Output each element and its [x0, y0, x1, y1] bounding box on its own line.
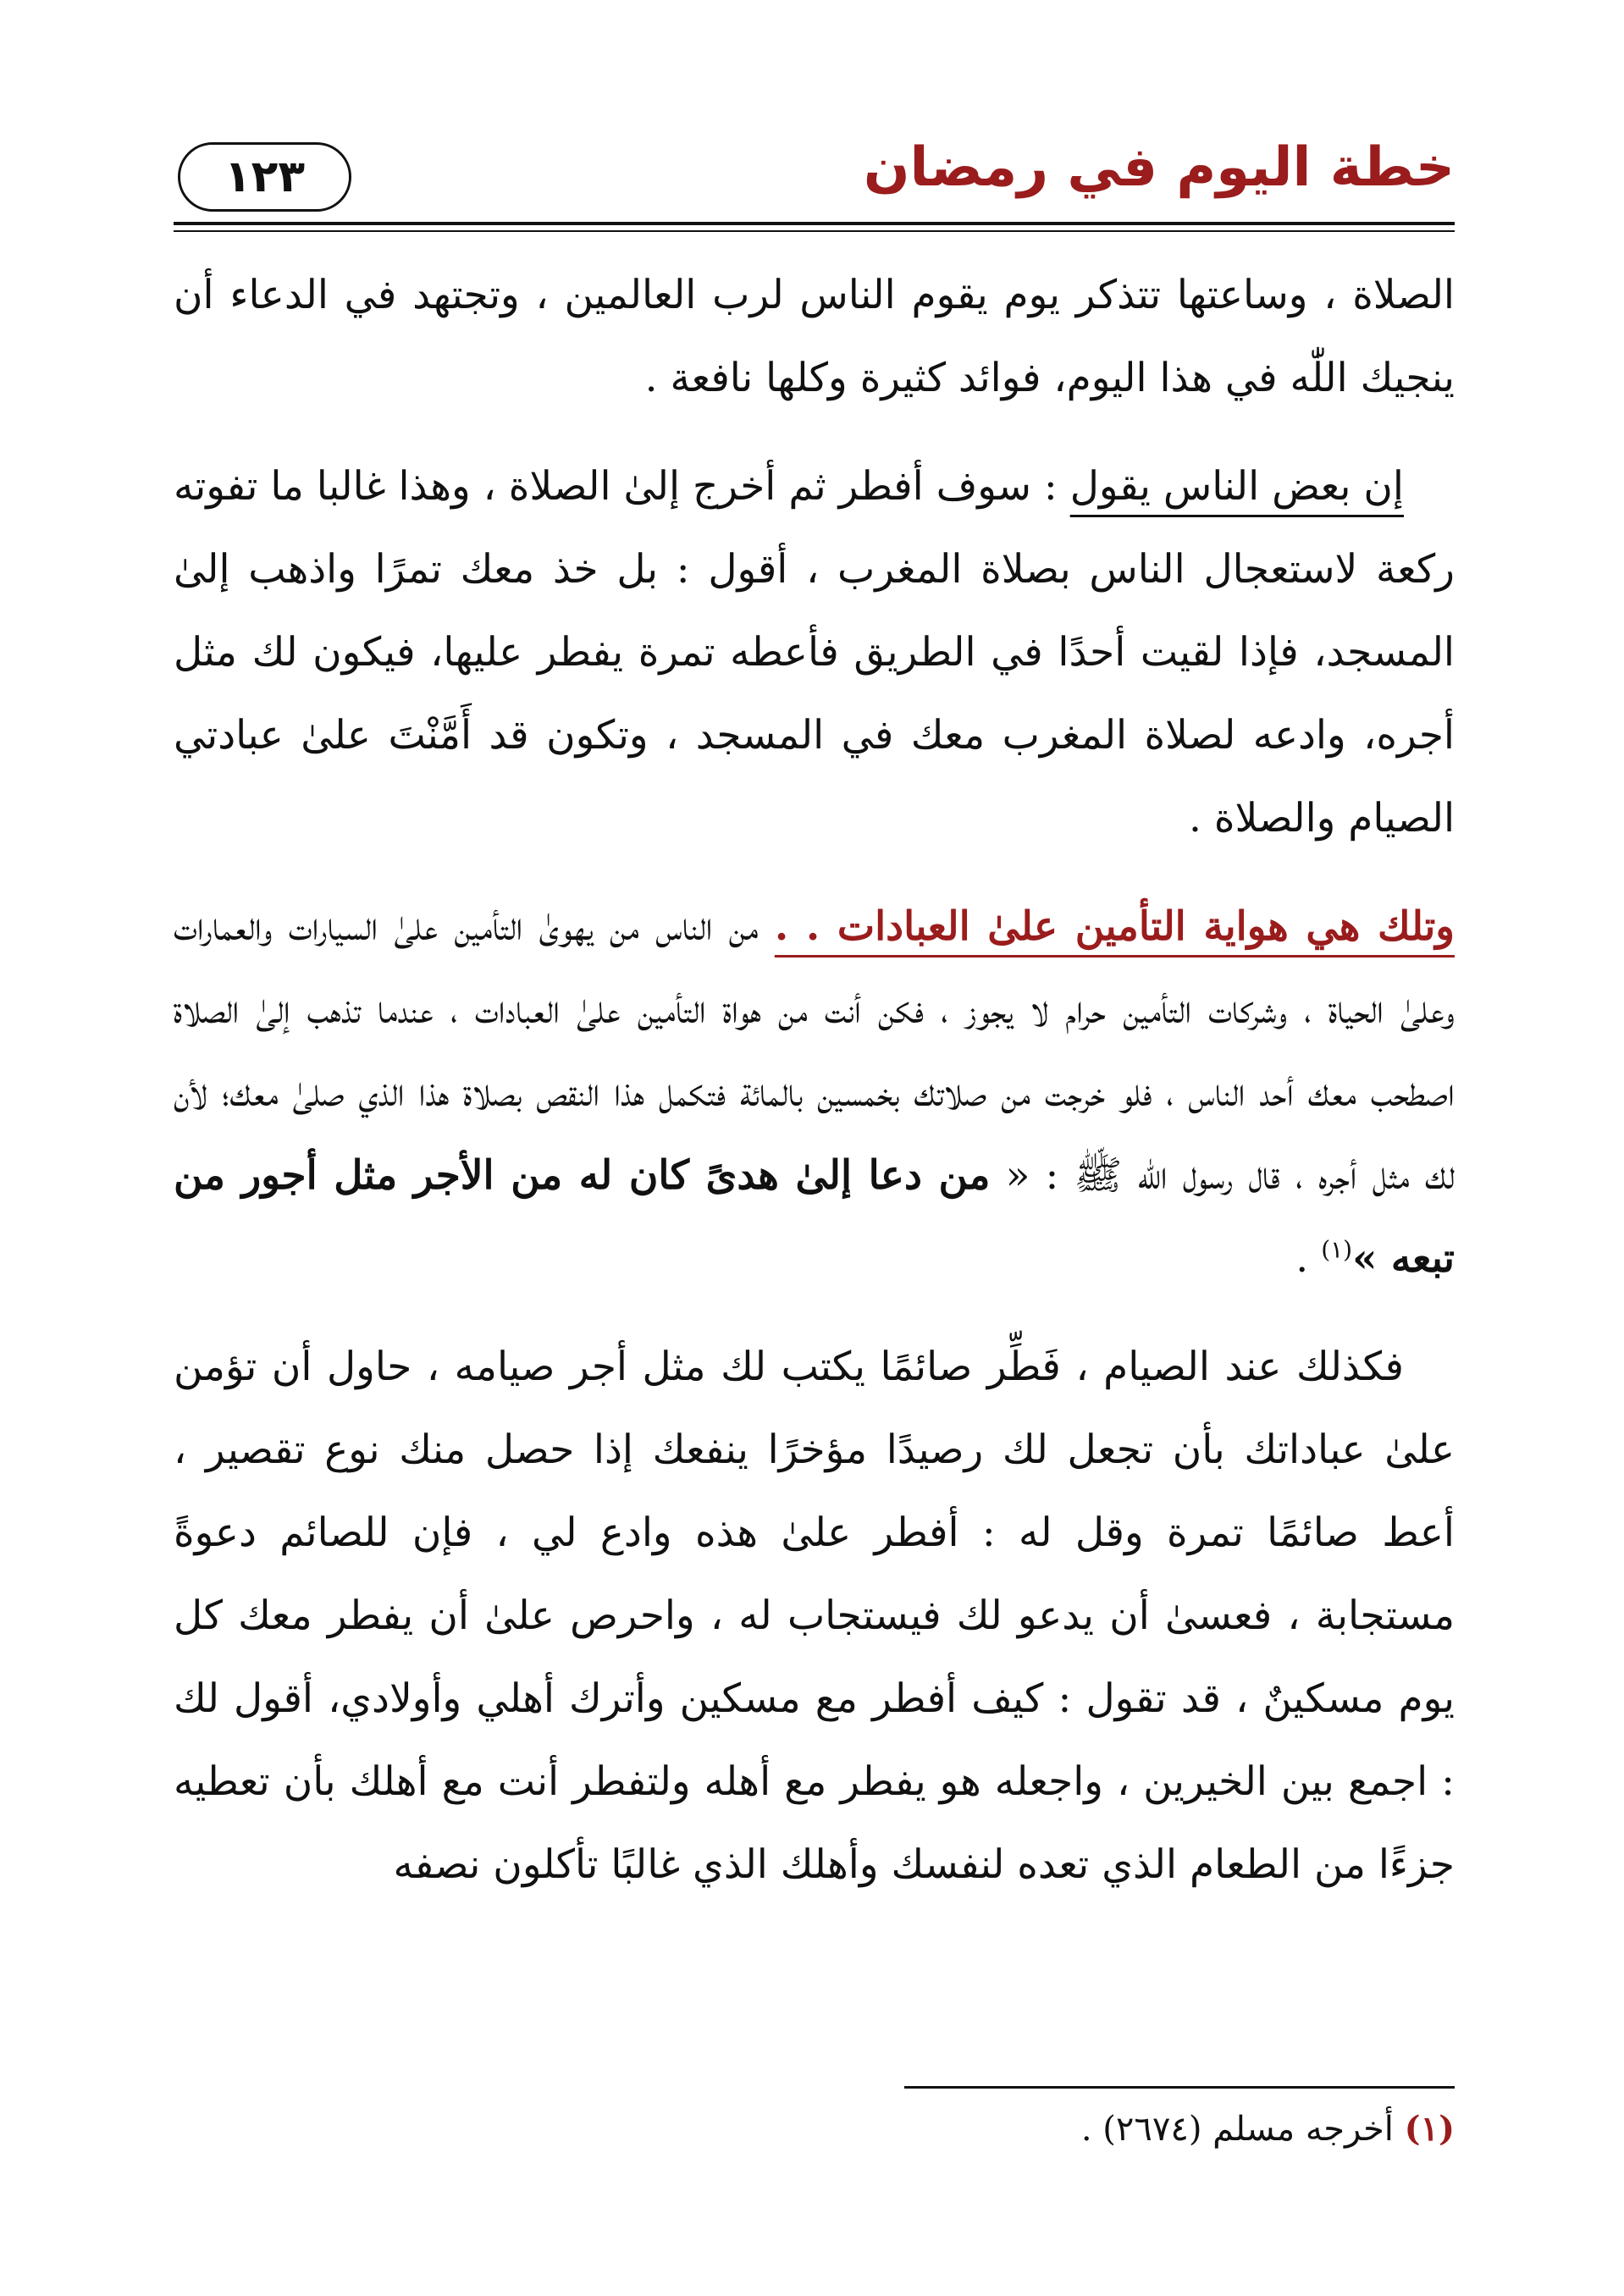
hadith-quote: من دعا إلىٰ هدىً كان له من الأجر مثل أجور من تبعه — [174, 1152, 1455, 1282]
paragraph-3-text: من الناس من يهوىٰ التأمين علىٰ السيارات والعمارات وعلىٰ الحياة ، وشركات التأمين حرام لا يجوز ، فكن أنت من هواة التأمين علىٰ العبادات ، عندما تذهب إلىٰ الصلاة اصطحب معك أحد الناس ، فلو خرجت من صلاتك بخمسين بالمائة فتكمل هذا النقص بصلاة هذا الذي صلىٰ معك؛ لأن لك مثل أجره ، قال رسول اللّٰه ﷺ : « — [174, 903, 1456, 1199]
footnote — [174, 2100, 1455, 2159]
footnote-marker: (١) — [1404, 2109, 1455, 2149]
paragraph-3 — [174, 886, 1455, 1300]
header-rule-thin — [174, 230, 1455, 232]
footnote-text: أخرجه مسلم (٢٦٧٤) . — [1080, 2110, 1405, 2149]
paragraph-4-text: فكذلك عند الصيام ، فَطِّر صائمًا يكتب لك مثل أجر صيامه ، حاول أن تؤمن علىٰ عباداتك بأن تجعل لك رصيدًا مؤخرًا ينفعك إذا حصل منك نوع تقصير ، أعط صائمًا تمرة وقل له : أفطر علىٰ هذه وادع لي ، فإن للصائم دعوةً مستجابة ، فعسىٰ أن يدعو لك فيستجاب له ، واحرص علىٰ أن يفطر معك كل يوم مسكينٌ ، قد تقول : كيف أفطر مع مسكين وأترك أهلي وأولادي، أقول لك : اجمع بين الخيرين ، واجعله هو يفطر مع أهله ولتفطر أنت مع أهلك بأن تعطيه جزءًا من الطعام الذي تعده لنفسك وأهلك الذي غالبًا تأكلون نصفه — [174, 1344, 1455, 1888]
page-number-badge: ١٢٣ — [178, 142, 351, 212]
header-rule-thick — [174, 222, 1455, 225]
footnote-divider — [904, 2086, 1455, 2089]
paragraph-1-text: الصلاة ، وساعتها تتذكر يوم يقوم الناس لرب العالمين ، وتجتهد في الدعاء أن ينجيك اللّٰه في هذا اليوم، فوائد كثيرة وكلها نافعة . — [174, 272, 1455, 401]
hadith-quote-close: » — [1352, 1235, 1391, 1282]
page-body — [174, 254, 1455, 1932]
paragraph-3-end: . — [1295, 1235, 1322, 1282]
running-header-title: خطة اليوم في رمضان — [863, 136, 1455, 199]
paragraph-4 — [174, 1326, 1455, 1907]
paragraph-2-text: : سوف أفطر ثم أخرج إلىٰ الصلاة ، وهذا غالبا ما تفوته ركعة لاستعجال الناس بصلاة المغرب ، أقول : بل خذ معك تمرًا واذهب إلىٰ المسجد، فإذا لقيت أحدًا في الطريق فأعطه تمرة يفطر عليها، فيكون لك مثل أجره، وادعه لصلاة المغرب معك في المسجد ، وتكون قد أَمَّنْتَ علىٰ عبادتي الصيام والصلاة . — [174, 463, 1455, 842]
paragraph-2-lead: إن بعض الناس يقول — [1069, 463, 1404, 510]
footnote-reference[interactable]: (١) — [1321, 1235, 1353, 1264]
paragraph-2 — [174, 445, 1455, 860]
paragraph-1 — [174, 254, 1455, 420]
paragraph-3-lead: وتلك هي هواية التأمين علىٰ العبادات . . — [774, 903, 1455, 950]
